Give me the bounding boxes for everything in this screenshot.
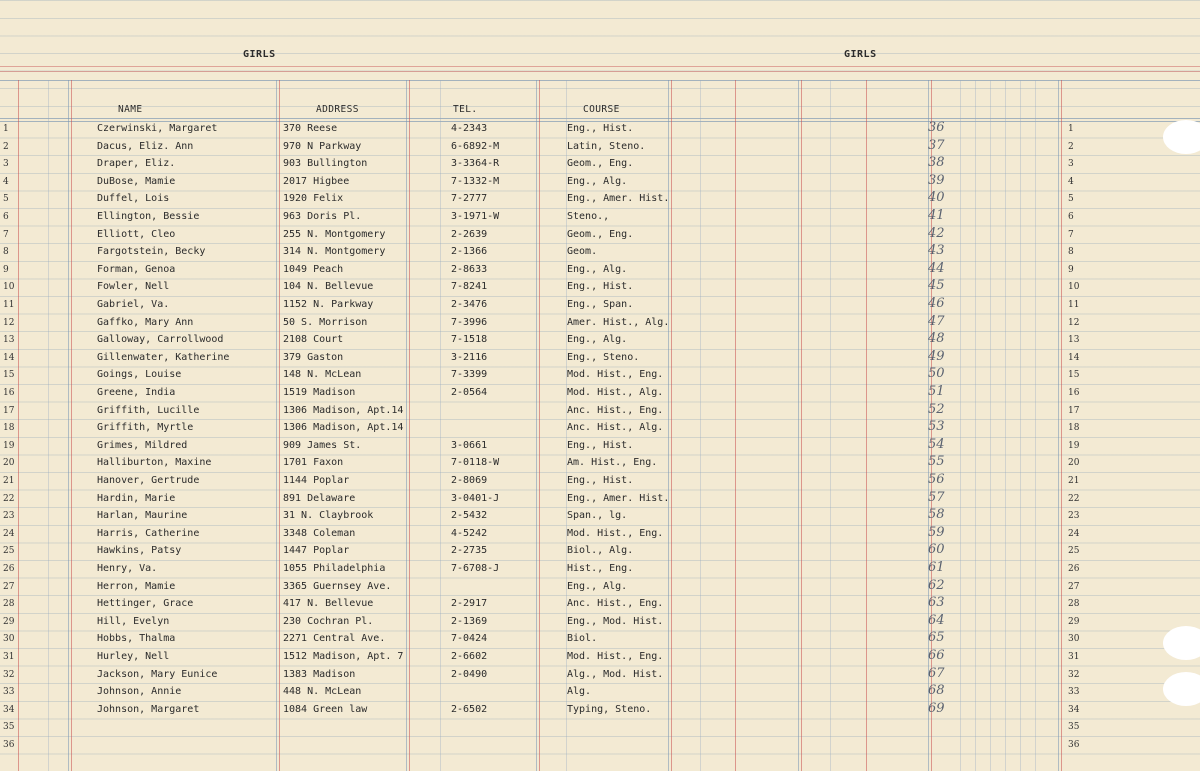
table-row (0, 139, 1200, 157)
row-number-right: 27 (1068, 581, 1080, 592)
student-tel: 7-3399 (451, 369, 488, 381)
student-course: Mod. Hist., Eng. (567, 527, 664, 539)
table-row (0, 174, 1200, 192)
handwritten-number: 68 (928, 683, 945, 699)
student-address: 379 Gaston (283, 351, 344, 363)
student-address: 370 Reese (283, 123, 338, 134)
row-number-left: 15 (3, 370, 15, 381)
handwritten-number: 59 (928, 524, 945, 540)
row-number-right: 2 (1068, 141, 1074, 152)
handwritten-number: 57 (928, 489, 945, 505)
student-tel: 7-3996 (451, 316, 488, 328)
row-number-left: 14 (3, 352, 15, 363)
handwritten-number: 65 (928, 630, 945, 646)
student-course: Eng., Span. (567, 299, 634, 310)
table-row (0, 631, 1200, 649)
student-name: Czerwinski, Margaret (97, 123, 218, 134)
student-address: 2017 Higbee (283, 175, 350, 187)
table-row (0, 702, 1200, 720)
student-address: 1144 Poplar (283, 475, 350, 486)
student-tel: 2-1366 (451, 246, 488, 258)
row-number-left: 21 (3, 476, 15, 486)
table-row (0, 719, 1200, 737)
student-address: 255 N. Montgomery (283, 228, 386, 240)
student-tel: 7-2777 (451, 193, 488, 205)
row-number-left: 3 (3, 159, 9, 170)
student-name: Dacus, Eliz. Ann (97, 140, 194, 152)
handwritten-number: 38 (928, 155, 945, 171)
row-number-left: 9 (3, 264, 9, 275)
row-number-right: 20 (1068, 458, 1080, 469)
handwritten-number: 37 (928, 137, 945, 153)
student-course: Mod. Hist., Alg. (567, 387, 664, 398)
row-number-right: 10 (1068, 282, 1080, 293)
student-name: Hanover, Gertrude (97, 475, 200, 486)
student-course: Alg., Mod. Hist. (567, 668, 664, 680)
row-number-right: 8 (1068, 247, 1074, 258)
handwritten-number: 39 (928, 172, 945, 188)
student-address: 3365 Guernsey Ave. (283, 580, 392, 592)
row-number-right: 24 (1068, 528, 1080, 539)
student-tel: 3-3364-R (451, 158, 500, 170)
handwritten-number: 52 (928, 401, 945, 417)
row-number-right: 28 (1068, 599, 1080, 610)
student-course: Anc. Hist., Eng. (567, 598, 664, 610)
student-course: Biol., Alg. (567, 545, 634, 557)
student-course: Steno., (567, 211, 610, 222)
row-number-left: 29 (3, 616, 15, 627)
student-address: 448 N. McLean (283, 686, 362, 698)
row-number-left: 10 (3, 282, 15, 293)
handwritten-number: 36 (928, 120, 945, 135)
student-course: Hist., Eng. (567, 563, 634, 574)
table-row (0, 667, 1200, 685)
handwritten-number: 58 (928, 507, 945, 523)
handwritten-number: 60 (928, 542, 945, 558)
table-row (0, 579, 1200, 597)
row-number-right: 26 (1068, 564, 1080, 574)
student-name: Gaffko, Mary Ann (97, 316, 194, 328)
student-name: Hardin, Marie (97, 492, 176, 504)
handwritten-number: 63 (928, 595, 945, 611)
right-page-title: GIRLS (844, 49, 877, 60)
student-name: Elliott, Cleo (97, 228, 176, 240)
student-course: Geom., Eng. (567, 228, 634, 240)
student-address: 2108 Court (283, 334, 344, 346)
course-column-header: COURSE (583, 104, 620, 115)
row-number-right: 11 (1068, 300, 1080, 310)
student-name: Fargotstein, Becky (97, 246, 206, 258)
student-tel: 7-0118-W (451, 457, 500, 469)
student-address: 148 N. McLean (283, 369, 362, 381)
student-tel: 2-5432 (451, 510, 488, 522)
table-row (0, 191, 1200, 209)
row-number-left: 31 (3, 652, 15, 662)
table-row (0, 403, 1200, 421)
row-number-right: 6 (1068, 212, 1074, 222)
student-name: Henry, Va. (97, 563, 158, 574)
row-number-right: 12 (1068, 317, 1080, 328)
handwritten-number: 62 (928, 577, 945, 593)
row-number-right: 25 (1068, 546, 1080, 557)
row-number-left: 32 (3, 669, 15, 680)
handwritten-number: 40 (928, 190, 945, 206)
student-course: Alg. (567, 686, 592, 698)
table-row (0, 209, 1200, 227)
table-row (0, 279, 1200, 297)
student-name: Herron, Mamie (97, 580, 176, 592)
student-name: Halliburton, Maxine (97, 457, 212, 469)
row-number-left: 20 (3, 458, 15, 469)
name-column-header: NAME (118, 104, 143, 115)
row-number-left: 19 (3, 440, 15, 451)
handwritten-number: 56 (928, 472, 945, 487)
table-row (0, 561, 1200, 579)
row-number-right: 15 (1068, 370, 1080, 381)
row-number-right: 1 (1068, 124, 1074, 134)
student-name: Griffith, Lucille (97, 404, 200, 416)
student-address: 1084 Green law (283, 703, 368, 715)
handwritten-number: 55 (928, 454, 945, 470)
row-number-right: 21 (1068, 476, 1080, 486)
student-tel: 4-2343 (451, 123, 488, 134)
table-row (0, 385, 1200, 403)
row-number-left: 30 (3, 634, 15, 645)
row-number-right: 36 (1068, 740, 1080, 750)
table-row (0, 244, 1200, 262)
student-tel: 2-6502 (451, 703, 488, 715)
student-course: Geom. (567, 246, 598, 258)
row-number-left: 16 (3, 388, 15, 398)
student-tel: 2-0490 (451, 668, 488, 680)
student-address: 31 N. Claybrook (283, 510, 374, 522)
student-name: Greene, India (97, 387, 176, 398)
row-number-left: 18 (3, 423, 15, 434)
student-address: 1306 Madison, Apt.14 (283, 422, 404, 434)
row-number-right: 35 (1068, 722, 1080, 733)
row-number-left: 24 (3, 528, 15, 539)
row-number-right: 7 (1068, 229, 1074, 240)
student-course: Am. Hist., Eng. (567, 457, 658, 469)
student-name: Griffith, Myrtle (97, 422, 194, 434)
row-number-right: 34 (1068, 704, 1080, 715)
student-course: Eng., Hist. (567, 123, 634, 134)
table-row (0, 526, 1200, 544)
student-course: Eng., Amer. Hist. (567, 193, 670, 205)
handwritten-number: 49 (928, 348, 945, 364)
row-number-left: 4 (3, 176, 9, 187)
row-number-left: 1 (3, 124, 9, 134)
student-tel: 2-8069 (451, 475, 488, 486)
row-number-right: 4 (1068, 176, 1074, 187)
row-number-left: 34 (3, 704, 15, 715)
row-number-left: 13 (3, 335, 15, 346)
student-course: Amer. Hist., Alg. (567, 316, 670, 328)
table-row (0, 156, 1200, 174)
student-tel: 7-1332-M (451, 175, 500, 187)
student-address: 3348 Coleman (283, 527, 356, 539)
row-number-left: 7 (3, 229, 9, 240)
student-tel: 2-1369 (451, 615, 488, 627)
student-course: Anc. Hist., Alg. (567, 422, 664, 434)
table-row (0, 649, 1200, 667)
handwritten-number: 69 (928, 700, 945, 716)
handwritten-number: 41 (928, 208, 945, 223)
student-name: Hurley, Nell (97, 651, 170, 662)
student-tel: 2-3476 (451, 299, 488, 310)
student-address: 230 Cochran Pl. (283, 615, 374, 627)
row-number-left: 5 (3, 194, 9, 205)
student-name: Jackson, Mary Eunice (97, 668, 218, 680)
row-number-right: 19 (1068, 440, 1080, 451)
table-row (0, 737, 1200, 755)
student-address: 963 Doris Pl. (283, 211, 362, 222)
student-tel: 6-6892-M (451, 140, 500, 152)
student-tel: 2-8633 (451, 263, 488, 275)
student-address: 104 N. Bellevue (283, 281, 374, 293)
handwritten-number: 47 (928, 313, 945, 329)
student-address: 1519 Madison (283, 387, 356, 398)
row-number-right: 33 (1068, 687, 1080, 698)
student-address: 1512 Madison, Apt. 7 (283, 651, 404, 662)
student-course: Eng., Mod. Hist. (567, 615, 664, 627)
table-row (0, 596, 1200, 614)
top-rule-1 (0, 66, 1200, 67)
student-address: 314 N. Montgomery (283, 246, 386, 258)
student-name: Gabriel, Va. (97, 299, 170, 310)
student-name: Forman, Genoa (97, 263, 176, 275)
student-tel: 3-0661 (451, 439, 488, 451)
row-number-right: 23 (1068, 511, 1080, 522)
handwritten-number: 50 (928, 366, 945, 382)
student-address: 1447 Poplar (283, 545, 350, 557)
row-number-left: 36 (3, 740, 15, 750)
row-number-left: 33 (3, 687, 15, 698)
handwritten-number: 53 (928, 419, 945, 435)
row-number-right: 3 (1068, 159, 1074, 170)
handwritten-number: 66 (928, 648, 945, 663)
table-row (0, 420, 1200, 438)
handwritten-number: 48 (928, 331, 945, 347)
student-name: Hobbs, Thalma (97, 633, 176, 645)
row-number-right: 17 (1068, 405, 1080, 416)
student-name: Galloway, Carrollwood (97, 334, 224, 346)
student-course: Eng., Hist. (567, 475, 634, 486)
student-tel: 7-1518 (451, 334, 488, 346)
table-row (0, 614, 1200, 632)
student-tel: 2-0564 (451, 387, 488, 398)
row-number-left: 2 (3, 141, 9, 152)
student-name: Draper, Eliz. (97, 158, 176, 170)
row-number-left: 8 (3, 247, 9, 258)
student-name: Fowler, Nell (97, 281, 170, 293)
student-address: 50 S. Morrison (283, 316, 368, 328)
student-name: Hawkins, Patsy (97, 545, 182, 557)
row-number-left: 22 (3, 493, 15, 504)
student-address: 1152 N. Parkway (283, 299, 374, 310)
student-course: Mod. Hist., Eng. (567, 369, 664, 381)
row-number-right: 16 (1068, 388, 1080, 398)
student-name: Duffel, Lois (97, 193, 170, 205)
handwritten-number: 45 (928, 278, 945, 294)
student-address: 2271 Central Ave. (283, 633, 386, 645)
student-address: 1049 Peach (283, 263, 344, 275)
student-address: 1701 Faxon (283, 457, 344, 469)
tel-column-header: TEL. (453, 104, 478, 115)
row-number-right: 22 (1068, 493, 1080, 504)
table-row (0, 455, 1200, 473)
student-name: DuBose, Mamie (97, 175, 176, 187)
table-row (0, 438, 1200, 456)
student-address: 1306 Madison, Apt.14 (283, 404, 404, 416)
handwritten-number: 67 (928, 665, 945, 681)
handwritten-number: 61 (928, 560, 945, 575)
row-number-right: 29 (1068, 616, 1080, 627)
table-row (0, 367, 1200, 385)
student-course: Eng., Hist. (567, 439, 634, 451)
student-tel: 2-2917 (451, 598, 488, 610)
table-row (0, 315, 1200, 333)
row-number-left: 27 (3, 581, 15, 592)
table-row (0, 543, 1200, 561)
student-tel: 3-1971-W (451, 211, 500, 222)
table-row (0, 297, 1200, 315)
student-course: Eng., Alg. (567, 580, 628, 592)
table-row (0, 262, 1200, 280)
student-course: Eng., Alg. (567, 175, 628, 187)
student-address: 417 N. Bellevue (283, 598, 374, 610)
student-address: 1055 Philadelphia (283, 563, 386, 574)
student-course: Eng., Steno. (567, 351, 640, 363)
table-row (0, 121, 1200, 139)
student-tel: 7-6708-J (451, 563, 500, 574)
student-address: 1383 Madison (283, 668, 356, 680)
student-tel: 4-5242 (451, 527, 488, 539)
row-number-right: 14 (1068, 352, 1080, 363)
table-row (0, 473, 1200, 491)
row-number-right: 13 (1068, 335, 1080, 346)
student-address: 891 Delaware (283, 492, 356, 504)
student-name: Harris, Catherine (97, 527, 200, 539)
row-number-left: 17 (3, 405, 15, 416)
handwritten-number: 43 (928, 243, 945, 259)
student-address: 903 Bullington (283, 158, 368, 170)
student-course: Eng., Amer. Hist. (567, 492, 670, 504)
row-number-left: 6 (3, 212, 9, 222)
student-course: Span., lg. (567, 510, 628, 522)
student-name: Grimes, Mildred (97, 439, 188, 451)
student-name: Goings, Louise (97, 369, 182, 381)
row-number-right: 5 (1068, 194, 1074, 205)
table-row (0, 508, 1200, 526)
row-number-left: 26 (3, 564, 15, 574)
handwritten-number: 54 (928, 436, 945, 452)
handwritten-number: 46 (928, 296, 945, 311)
top-rule-2 (0, 71, 1200, 72)
student-course: Anc. Hist., Eng. (567, 404, 664, 416)
handwritten-number: 42 (928, 225, 945, 241)
student-course: Mod. Hist., Eng. (567, 651, 664, 662)
student-tel: 2-2735 (451, 545, 488, 557)
row-number-left: 35 (3, 722, 15, 733)
student-course: Eng., Hist. (567, 281, 634, 293)
student-course: Eng., Alg. (567, 263, 628, 275)
row-number-right: 18 (1068, 423, 1080, 434)
row-number-left: 11 (3, 300, 15, 310)
student-address: 1920 Felix (283, 193, 344, 205)
table-row (0, 684, 1200, 702)
student-name: Johnson, Margaret (97, 703, 200, 715)
row-number-right: 30 (1068, 634, 1080, 645)
row-number-right: 31 (1068, 652, 1080, 662)
student-name: Gillenwater, Katherine (97, 351, 230, 363)
table-row (0, 491, 1200, 509)
student-name: Johnson, Annie (97, 686, 182, 698)
address-column-header: ADDRESS (316, 104, 359, 115)
handwritten-number: 64 (928, 612, 945, 628)
student-tel: 2-2639 (451, 228, 488, 240)
row-number-left: 23 (3, 511, 15, 522)
student-course: Geom., Eng. (567, 158, 634, 170)
table-row (0, 350, 1200, 368)
student-name: Hettinger, Grace (97, 598, 194, 610)
student-name: Ellington, Bessie (97, 211, 200, 222)
student-course: Biol. (567, 633, 598, 645)
table-row (0, 332, 1200, 350)
student-address: 909 James St. (283, 439, 362, 451)
handwritten-number: 51 (928, 384, 945, 399)
student-tel: 2-6602 (451, 651, 488, 662)
student-name: Harlan, Maurine (97, 510, 188, 522)
left-page-title: GIRLS (243, 49, 276, 60)
student-tel: 3-0401-J (451, 492, 500, 504)
row-number-right: 32 (1068, 669, 1080, 680)
row-number-right: 9 (1068, 264, 1074, 275)
student-tel: 7-0424 (451, 633, 488, 645)
row-number-left: 25 (3, 546, 15, 557)
student-name: Hill, Evelyn (97, 615, 170, 627)
row-number-left: 12 (3, 317, 15, 328)
student-course: Typing, Steno. (567, 703, 652, 715)
row-number-left: 28 (3, 599, 15, 610)
handwritten-number: 44 (928, 260, 945, 276)
table-row (0, 227, 1200, 245)
student-course: Latin, Steno. (567, 140, 646, 152)
student-tel: 7-8241 (451, 281, 488, 293)
student-tel: 3-2116 (451, 351, 488, 363)
student-course: Eng., Alg. (567, 334, 628, 346)
student-address: 970 N Parkway (283, 140, 362, 152)
